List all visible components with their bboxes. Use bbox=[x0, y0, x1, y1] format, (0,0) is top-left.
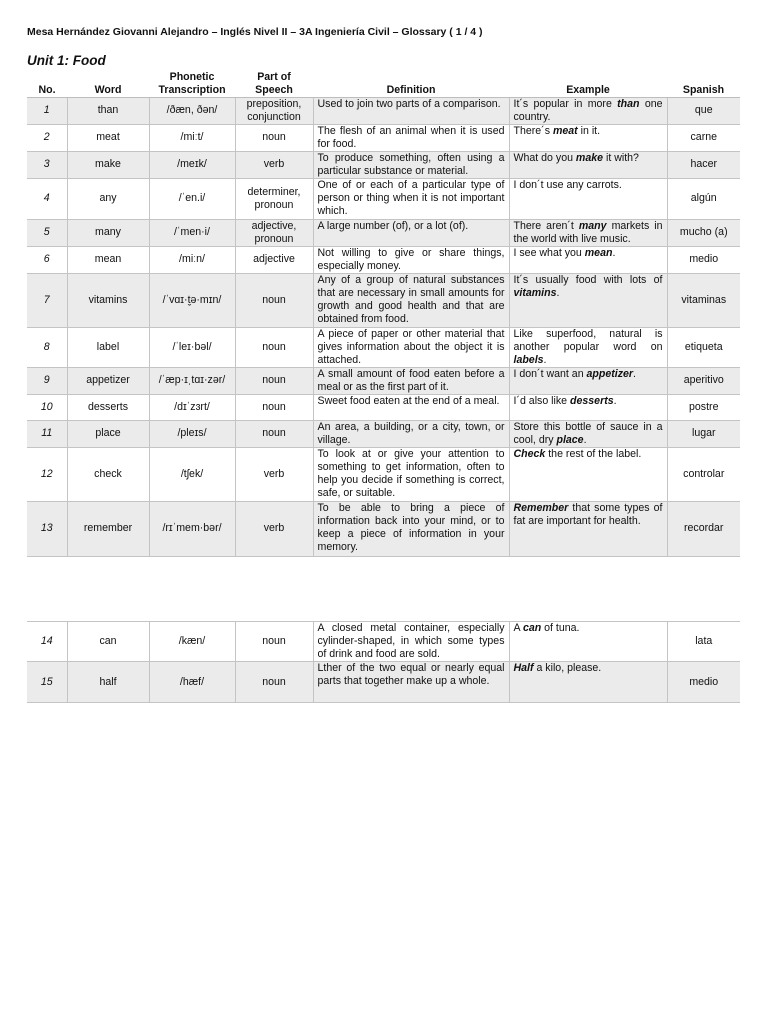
cell-no: 9 bbox=[27, 367, 67, 394]
cell-definition: The flesh of an animal when it is used for food. bbox=[313, 124, 509, 151]
cell-no: 3 bbox=[27, 151, 67, 178]
example-text: Like superfood, natural is another popular word on bbox=[513, 327, 663, 353]
table-row bbox=[27, 219, 740, 246]
cell-part-of-speech: noun bbox=[235, 662, 313, 703]
cell-example bbox=[509, 501, 667, 556]
cell-no: 4 bbox=[27, 178, 67, 219]
table-row bbox=[27, 151, 740, 178]
example-text: Store this bottle of sauce in a cool, dry bbox=[513, 420, 663, 446]
cell-word: meat bbox=[67, 124, 149, 151]
table-row bbox=[27, 97, 740, 124]
example-text-end: a kilo, please. bbox=[533, 662, 602, 674]
cell-spanish: etiqueta bbox=[667, 327, 740, 367]
cell-no: 14 bbox=[27, 622, 67, 662]
table-row bbox=[27, 327, 740, 367]
cell-spanish: medio bbox=[667, 246, 740, 273]
example-text: There´s bbox=[513, 124, 553, 137]
cell-phonetic: /tʃek/ bbox=[149, 447, 235, 501]
column-header-definition: Definition bbox=[313, 68, 509, 97]
cell-part-of-speech: verb bbox=[235, 447, 313, 501]
cell-example bbox=[509, 219, 667, 246]
cell-part-of-speech: verb bbox=[235, 151, 313, 178]
table-row bbox=[27, 662, 740, 703]
example-keyword: Remember bbox=[513, 501, 569, 514]
example-text-end: of tuna. bbox=[541, 622, 580, 634]
example-keyword: place bbox=[556, 433, 584, 446]
cell-part-of-speech: determiner, pronoun bbox=[235, 178, 313, 219]
cell-example bbox=[509, 367, 667, 394]
example-text-end: . bbox=[583, 433, 587, 446]
cell-phonetic: /meɪk/ bbox=[149, 151, 235, 178]
cell-phonetic: /ðæn, ðən/ bbox=[149, 97, 235, 124]
cell-word: remember bbox=[67, 501, 149, 556]
cell-definition: To produce something, often using a particular substance or material. bbox=[313, 151, 509, 178]
cell-part-of-speech: noun bbox=[235, 124, 313, 151]
cell-definition: Lther of the two equal or nearly equal parts that together make up a whole. bbox=[313, 662, 509, 703]
cell-phonetic: /ˈvɑɪ·t̬ə·mɪn/ bbox=[149, 273, 235, 327]
cell-spanish: lata bbox=[667, 622, 740, 662]
example-text: What do you bbox=[513, 151, 576, 164]
cell-word: label bbox=[67, 327, 149, 367]
example-text-end: . bbox=[613, 394, 617, 407]
example-text: A bbox=[513, 622, 523, 634]
cell-spanish: carne bbox=[667, 124, 740, 151]
cell-word: check bbox=[67, 447, 149, 501]
table-row bbox=[27, 447, 740, 501]
cell-definition: A closed metal container, especially cylinder-shaped, in which some types of drink and food are sold. bbox=[313, 622, 509, 662]
cell-example bbox=[509, 97, 667, 124]
cell-word: many bbox=[67, 219, 149, 246]
cell-word: than bbox=[67, 97, 149, 124]
cell-no: 7 bbox=[27, 273, 67, 327]
cell-spanish: medio bbox=[667, 662, 740, 703]
example-keyword: make bbox=[575, 151, 604, 164]
cell-phonetic: /kæn/ bbox=[149, 622, 235, 662]
cell-example bbox=[509, 394, 667, 420]
cell-part-of-speech: preposition, conjunction bbox=[235, 97, 313, 124]
cell-phonetic: /hæf/ bbox=[149, 662, 235, 703]
cell-phonetic: /dɪˈzɜrt/ bbox=[149, 394, 235, 420]
cell-example bbox=[509, 447, 667, 501]
example-text: I see what you bbox=[513, 246, 585, 259]
cell-phonetic: /ˈen.i/ bbox=[149, 178, 235, 219]
cell-word: desserts bbox=[67, 394, 149, 420]
cell-no: 2 bbox=[27, 124, 67, 151]
example-text: There aren´t bbox=[513, 219, 579, 232]
example-text: I´d also like bbox=[513, 394, 571, 407]
cell-definition: Not willing to give or share things, especially money. bbox=[313, 246, 509, 273]
cell-example bbox=[509, 124, 667, 151]
cell-example bbox=[509, 273, 667, 327]
cell-no: 10 bbox=[27, 394, 67, 420]
example-text-end: . bbox=[633, 367, 636, 380]
cell-spanish: mucho (a) bbox=[667, 219, 740, 246]
cell-spanish: hacer bbox=[667, 151, 740, 178]
example-keyword: than bbox=[617, 97, 640, 110]
example-text: I don´t want an bbox=[513, 367, 587, 380]
cell-phonetic: /ˈleɪ·bəl/ bbox=[149, 327, 235, 367]
example-keyword: many bbox=[578, 219, 607, 232]
example-text: It´s usually food with lots of bbox=[513, 273, 663, 286]
cell-phonetic: /rɪˈmem·bər/ bbox=[149, 501, 235, 556]
column-header-spanish: Spanish bbox=[667, 68, 740, 97]
example-text-end: one country. bbox=[513, 97, 663, 123]
table-row bbox=[27, 420, 740, 447]
glossary-table-continued bbox=[27, 621, 740, 703]
cell-definition: Any of a group of natural substances that are necessary in small amounts for growth and good health and that are obtained from food. bbox=[313, 273, 509, 327]
example-text-end: markets in the world with live music. bbox=[513, 219, 663, 245]
cell-spanish: que bbox=[667, 97, 740, 124]
cell-definition: A large number (of), or a lot (of). bbox=[313, 219, 509, 246]
cell-part-of-speech: verb bbox=[235, 501, 313, 556]
cell-phonetic: /ˈæp·ɪˌtɑɪ·zər/ bbox=[149, 367, 235, 394]
column-header-example: Example bbox=[509, 68, 667, 97]
example-keyword: Check bbox=[513, 447, 546, 460]
cell-word: mean bbox=[67, 246, 149, 273]
example-text-end: it with? bbox=[603, 151, 639, 164]
cell-part-of-speech: noun bbox=[235, 327, 313, 367]
unit-title: Unit 1: Food bbox=[27, 53, 106, 68]
cell-phonetic: /miːt/ bbox=[149, 124, 235, 151]
table-row bbox=[27, 124, 740, 151]
example-keyword: meat bbox=[552, 124, 578, 137]
cell-spanish: aperitivo bbox=[667, 367, 740, 394]
example-keyword: can bbox=[522, 622, 542, 634]
cell-definition: To look at or give your attention to something to get information, often to help you decide if something is correct, safe, or suitable. bbox=[313, 447, 509, 501]
example-text-end: . bbox=[556, 286, 560, 299]
cell-definition: To be able to bring a piece of information back into your mind, or to keep a piece of information in your memory. bbox=[313, 501, 509, 556]
cell-definition: A small amount of food eaten before a meal or as the first part of it. bbox=[313, 367, 509, 394]
cell-word: place bbox=[67, 420, 149, 447]
cell-part-of-speech: noun bbox=[235, 273, 313, 327]
example-text-end: . bbox=[612, 246, 616, 259]
cell-part-of-speech: noun bbox=[235, 394, 313, 420]
column-header-phonetic: Phonetic Transcription bbox=[149, 68, 235, 97]
cell-definition: An area, a building, or a city, town, or village. bbox=[313, 420, 509, 447]
table-row bbox=[27, 394, 740, 420]
cell-phonetic: /ˈmen·i/ bbox=[149, 219, 235, 246]
cell-phonetic: /miːn/ bbox=[149, 246, 235, 273]
cell-example bbox=[509, 327, 667, 367]
example-text-end: in it. bbox=[577, 124, 601, 137]
example-text: I don´t use any carrots. bbox=[513, 178, 622, 191]
cell-definition: One of or each of a particular type of person or thing when it is not important which. bbox=[313, 178, 509, 219]
cell-example bbox=[509, 622, 667, 662]
table-row bbox=[27, 622, 740, 662]
example-keyword: desserts bbox=[570, 394, 614, 407]
cell-word: vitamins bbox=[67, 273, 149, 327]
cell-part-of-speech: adjective bbox=[235, 246, 313, 273]
cell-no: 12 bbox=[27, 447, 67, 501]
cell-part-of-speech: adjective, pronoun bbox=[235, 219, 313, 246]
cell-example bbox=[509, 151, 667, 178]
cell-definition: A piece of paper or other material that gives information about the object it is attached. bbox=[313, 327, 509, 367]
table-row bbox=[27, 501, 740, 556]
example-keyword: labels bbox=[513, 353, 544, 366]
cell-no: 13 bbox=[27, 501, 67, 556]
document-header: Mesa Hernández Giovanni Alejandro – Inglés Nivel II – 3A Ingeniería Civil – Glossary ( 1 / 4 ) bbox=[27, 26, 483, 38]
table-row bbox=[27, 246, 740, 273]
cell-part-of-speech: noun bbox=[235, 367, 313, 394]
table-row bbox=[27, 273, 740, 327]
cell-no: 15 bbox=[27, 662, 67, 703]
cell-word: make bbox=[67, 151, 149, 178]
example-keyword: Half bbox=[513, 662, 534, 674]
glossary-table bbox=[27, 68, 740, 557]
example-text-end: that some types of fat are important for health. bbox=[513, 501, 663, 527]
cell-spanish: vitaminas bbox=[667, 273, 740, 327]
cell-word: half bbox=[67, 662, 149, 703]
cell-spanish: controlar bbox=[667, 447, 740, 501]
cell-definition: Used to join two parts of a comparison. bbox=[313, 97, 509, 124]
example-keyword: appetizer bbox=[586, 367, 634, 380]
cell-example bbox=[509, 662, 667, 703]
column-header-no: No. bbox=[27, 68, 67, 97]
cell-word: any bbox=[67, 178, 149, 219]
cell-word: appetizer bbox=[67, 367, 149, 394]
cell-spanish: lugar bbox=[667, 420, 740, 447]
cell-part-of-speech: noun bbox=[235, 622, 313, 662]
cell-definition: Sweet food eaten at the end of a meal. bbox=[313, 394, 509, 420]
column-header-word: Word bbox=[67, 68, 149, 97]
table-row bbox=[27, 178, 740, 219]
example-text-end: . bbox=[543, 353, 547, 366]
cell-example bbox=[509, 246, 667, 273]
cell-spanish: recordar bbox=[667, 501, 740, 556]
example-keyword: vitamins bbox=[513, 286, 557, 299]
cell-part-of-speech: noun bbox=[235, 420, 313, 447]
table-row bbox=[27, 367, 740, 394]
example-text: It´s popular in more bbox=[513, 97, 618, 110]
cell-spanish: algún bbox=[667, 178, 740, 219]
cell-no: 6 bbox=[27, 246, 67, 273]
example-keyword: mean bbox=[584, 246, 613, 259]
cell-no: 1 bbox=[27, 97, 67, 124]
cell-spanish: postre bbox=[667, 394, 740, 420]
cell-no: 8 bbox=[27, 327, 67, 367]
cell-no: 5 bbox=[27, 219, 67, 246]
example-text-end: the rest of the label. bbox=[545, 447, 642, 460]
cell-example bbox=[509, 178, 667, 219]
cell-example bbox=[509, 420, 667, 447]
cell-word: can bbox=[67, 622, 149, 662]
cell-phonetic: /pleɪs/ bbox=[149, 420, 235, 447]
column-header-part-of-speech: Part of Speech bbox=[235, 68, 313, 97]
cell-no: 11 bbox=[27, 420, 67, 447]
